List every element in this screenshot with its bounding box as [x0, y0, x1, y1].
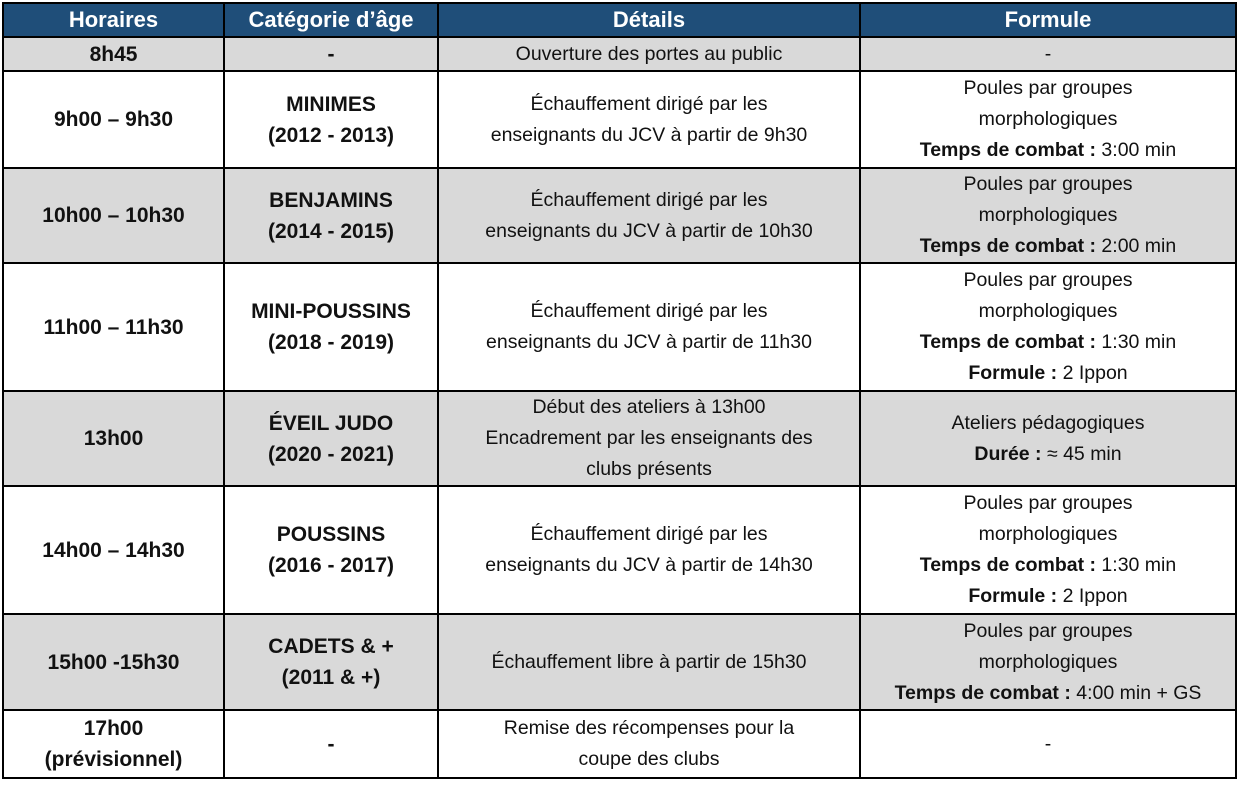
details-cell — [438, 391, 860, 486]
formula-value: morphologiques — [978, 650, 1118, 673]
formula-line — [867, 647, 1229, 678]
details-cell — [438, 710, 860, 778]
category-cell — [224, 614, 438, 710]
formula-value: Ateliers pédagogiques — [951, 411, 1145, 434]
schedule-table — [2, 2, 1237, 779]
details-cell — [438, 71, 860, 168]
details-text: Échauffement dirigé par les — [530, 523, 768, 545]
formula-cell — [860, 614, 1236, 710]
formula-line — [867, 358, 1229, 389]
time-text: 13h00 — [83, 427, 144, 450]
time-text: 10h00 – 10h30 — [42, 204, 185, 227]
formula-line — [867, 519, 1229, 550]
formula-label: Formule : — [968, 585, 1058, 607]
time-text: 8h45 — [89, 42, 138, 66]
category-text: ÉVEIL JUDO — [268, 411, 394, 435]
formula-value: - — [1044, 732, 1052, 755]
time-cell — [3, 710, 224, 778]
header-horaires: Horaires — [3, 3, 224, 37]
formula-line — [867, 135, 1229, 166]
formula-value: 4:00 min + GS — [1070, 681, 1202, 704]
category-cell — [224, 486, 438, 614]
category-text: (2018 - 2019) — [267, 331, 395, 354]
details-text: coupe des clubs — [578, 748, 720, 770]
details-cell — [438, 263, 860, 391]
details-text: Échauffement libre à partir de 15h30 — [491, 650, 807, 673]
formula-line — [867, 104, 1229, 135]
formula-cell — [860, 486, 1236, 614]
formula-cell — [860, 263, 1236, 391]
formula-line — [867, 169, 1229, 200]
details-text: Début des ateliers à 13h00 — [532, 396, 766, 418]
formula-value: 2 Ippon — [1057, 362, 1128, 384]
category-text: - — [327, 732, 335, 756]
formula-value: Poules par groupes — [963, 269, 1133, 291]
header-row — [3, 3, 1236, 37]
time-text: 9h00 – 9h30 — [53, 108, 174, 131]
table-row — [3, 37, 1236, 71]
details-cell — [438, 486, 860, 614]
details-text: clubs présents — [586, 458, 712, 480]
formula-label: Durée : — [974, 442, 1042, 465]
formula-value: morphologiques — [978, 204, 1118, 226]
time-cell — [3, 391, 224, 486]
formula-line — [867, 296, 1229, 327]
header-categorie: Catégorie d’âge — [224, 3, 438, 37]
category-text: - — [327, 42, 335, 66]
category-text: (2011 & +) — [281, 666, 381, 689]
category-text: (2020 - 2021) — [267, 442, 395, 466]
formula-line — [867, 581, 1229, 612]
formula-cell — [860, 168, 1236, 263]
formula-value: 1:30 min — [1096, 554, 1177, 576]
category-cell — [224, 710, 438, 778]
category-text: (2012 - 2013) — [267, 123, 395, 147]
formula-value: - — [1044, 42, 1052, 65]
details-text: enseignants du JCV à partir de 11h30 — [486, 331, 812, 353]
formula-cell — [860, 710, 1236, 778]
time-cell — [3, 486, 224, 614]
table-row — [3, 263, 1236, 391]
details-text: Encadrement par les enseignants des — [485, 427, 813, 449]
formula-line — [867, 265, 1229, 296]
details-text: Échauffement dirigé par les — [530, 92, 768, 115]
formula-line — [867, 408, 1229, 439]
category-cell — [224, 263, 438, 391]
formula-label: Temps de combat : — [919, 235, 1097, 257]
table-row — [3, 486, 1236, 614]
time-cell — [3, 168, 224, 263]
details-text: enseignants du JCV à partir de 10h30 — [485, 219, 813, 242]
category-cell — [224, 168, 438, 263]
table-row — [3, 71, 1236, 168]
schedule-container — [2, 2, 1237, 779]
formula-label: Formule : — [968, 362, 1058, 384]
time-cell — [3, 263, 224, 391]
header-formule: Formule — [860, 3, 1236, 37]
formula-value: 2 Ippon — [1057, 585, 1128, 607]
details-text: Remise des récompenses pour la — [503, 717, 795, 739]
table-row — [3, 391, 1236, 486]
table-row — [3, 614, 1236, 710]
formula-line — [867, 39, 1229, 70]
formula-value: Poules par groupes — [963, 77, 1133, 99]
time-text: 17h00 — [83, 717, 144, 740]
category-text: MINI-POUSSINS — [251, 300, 411, 323]
formula-label: Temps de combat : — [919, 331, 1097, 353]
formula-value: Poules par groupes — [963, 492, 1133, 514]
formula-value: Poules par groupes — [963, 173, 1133, 195]
formula-value: 3:00 min — [1096, 139, 1177, 161]
category-text: POUSSINS — [276, 523, 386, 546]
formula-value: ≈ 45 min — [1041, 442, 1122, 465]
formula-value: 2:00 min — [1096, 235, 1177, 257]
time-cell — [3, 37, 224, 71]
details-text: Échauffement dirigé par les — [530, 188, 768, 211]
formula-value: Poules par groupes — [963, 619, 1133, 642]
details-cell — [438, 37, 860, 71]
table-row — [3, 710, 1236, 778]
details-text: enseignants du JCV à partir de 9h30 — [490, 123, 808, 146]
schedule-body — [3, 37, 1236, 778]
time-text: (prévisionnel) — [44, 748, 183, 771]
formula-line — [867, 488, 1229, 519]
details-text: Échauffement dirigé par les — [530, 300, 768, 322]
formula-label: Temps de combat : — [919, 554, 1097, 576]
time-text: 15h00 -15h30 — [47, 650, 180, 674]
formula-cell — [860, 37, 1236, 71]
details-text: enseignants du JCV à partir de 14h30 — [485, 554, 813, 576]
formula-line — [867, 729, 1229, 760]
formula-label: Temps de combat : — [919, 139, 1097, 161]
formula-line — [867, 550, 1229, 581]
formula-line — [867, 200, 1229, 231]
formula-line — [867, 616, 1229, 647]
category-cell — [224, 37, 438, 71]
category-text: MINIMES — [286, 92, 376, 116]
formula-line — [867, 327, 1229, 358]
formula-line — [867, 231, 1229, 262]
formula-value: morphologiques — [978, 108, 1118, 130]
category-cell — [224, 391, 438, 486]
details-cell — [438, 168, 860, 263]
formula-line — [867, 73, 1229, 104]
category-text: CADETS & + — [268, 635, 394, 658]
time-cell — [3, 71, 224, 168]
formula-line — [867, 439, 1229, 470]
header-details: Détails — [438, 3, 860, 37]
time-cell — [3, 614, 224, 710]
category-text: (2014 - 2015) — [267, 219, 395, 243]
category-cell — [224, 71, 438, 168]
time-text: 14h00 – 14h30 — [42, 538, 185, 562]
formula-label: Temps de combat : — [894, 681, 1071, 704]
formula-value: morphologiques — [978, 523, 1118, 545]
formula-cell — [860, 71, 1236, 168]
formula-line — [867, 678, 1229, 709]
table-row — [3, 168, 1236, 263]
time-text: 11h00 – 11h30 — [43, 315, 184, 339]
category-text: BENJAMINS — [269, 188, 393, 212]
formula-value: morphologiques — [978, 300, 1118, 322]
formula-value: 1:30 min — [1096, 331, 1177, 353]
details-text: Ouverture des portes au public — [515, 42, 783, 65]
formula-cell — [860, 391, 1236, 486]
category-text: (2016 - 2017) — [267, 554, 395, 577]
details-cell — [438, 614, 860, 710]
